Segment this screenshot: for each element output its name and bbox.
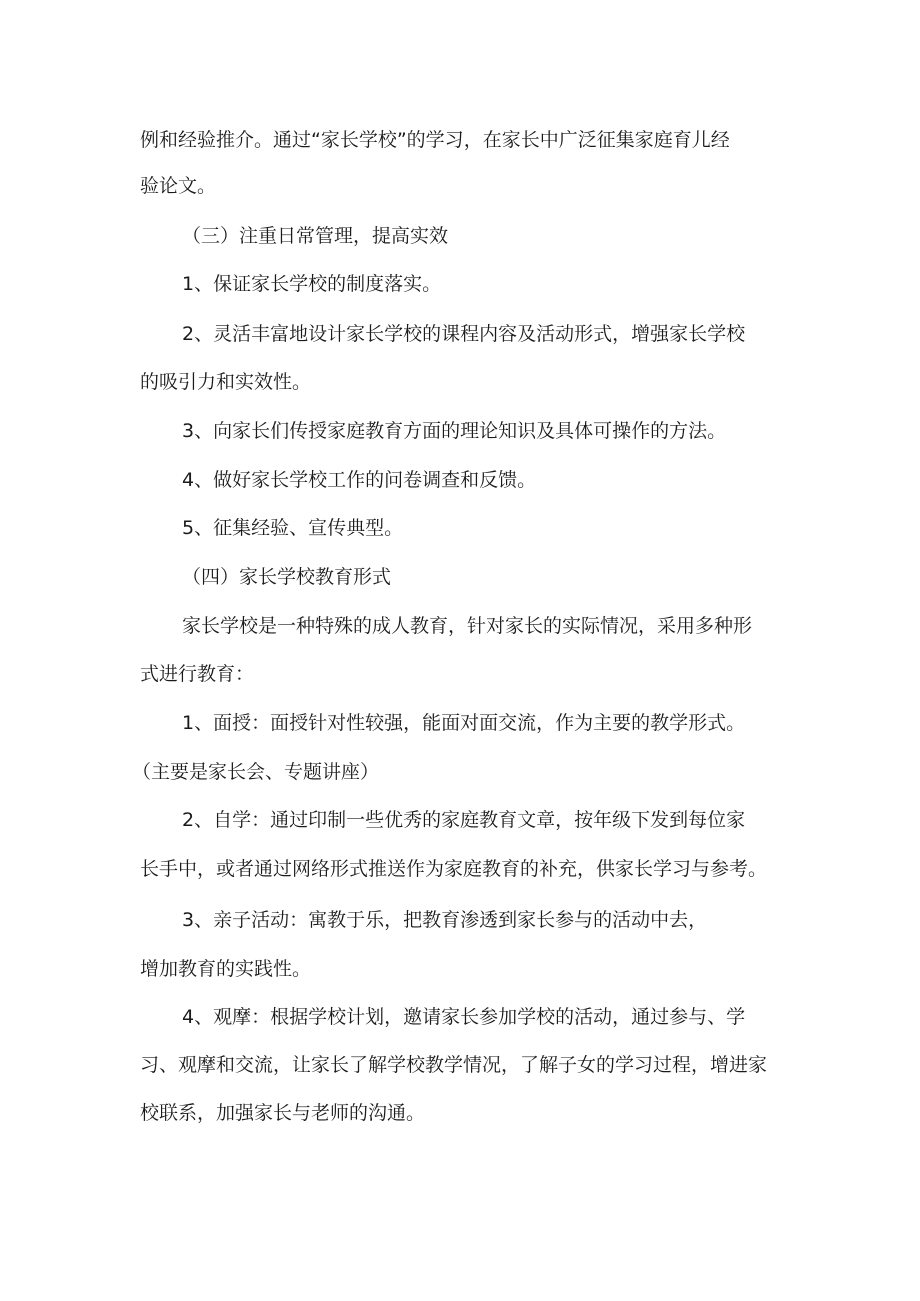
text-line-2: 验论文。 <box>140 175 217 197</box>
text-line-17: 3、亲子活动：寓教于乐，把教育渗透到家长参与的活动中去， <box>182 909 708 931</box>
text-line-18: 增加教育的实践性。 <box>140 958 312 980</box>
text-line-15: 2、自学：通过印制一些优秀的家庭教育文章，按年级下发到每位家 <box>182 809 746 831</box>
text-line-16: 长手中，或者通过网络形式推送作为家庭教育的补充，供家长学习与参考。 <box>140 858 768 880</box>
text-line-4: 1、保证家长学校的制度落实。 <box>182 273 442 295</box>
text-line-14: （主要是家长会、专题讲座） <box>132 761 380 783</box>
text-line-7: 3、向家长们传授家庭教育方面的理论知识及具体可操作的方法。 <box>182 420 727 442</box>
text-line-13: 1、面授：面授针对性较强，能面对面交流，作为主要的教学形式。 <box>182 712 746 734</box>
text-line-20: 习、观摩和交流，让家长了解学校教学情况，了解子女的学习过程，增进家 <box>140 1054 768 1076</box>
text-line-12: 式进行教育： <box>140 663 255 685</box>
text-line-6: 的吸引力和实效性。 <box>140 371 312 393</box>
text-line-9: 5、征集经验、宣传典型。 <box>182 517 404 539</box>
text-line-1: 例和经验推介。通过“家长学校”的学习，在家长中广泛征集家庭育儿经 <box>140 129 730 151</box>
text-line-19: 4、观摩：根据学校计划，邀请家长参加学校的活动，通过参与、学 <box>182 1006 746 1028</box>
text-line-21: 校联系，加强家长与老师的沟通。 <box>140 1102 426 1124</box>
section-heading-4: （四）家长学校教育形式 <box>182 566 392 588</box>
text-line-5: 2、灵活丰富地设计家长学校的课程内容及活动形式，增强家长学校 <box>182 323 746 345</box>
text-line-8: 4、做好家长学校工作的问卷调查和反馈。 <box>182 469 537 491</box>
text-line-11: 家长学校是一种特殊的成人教育，针对家长的实际情况，采用多种形 <box>182 615 753 637</box>
section-heading-3: （三）注重日常管理，提高实效 <box>182 225 449 247</box>
